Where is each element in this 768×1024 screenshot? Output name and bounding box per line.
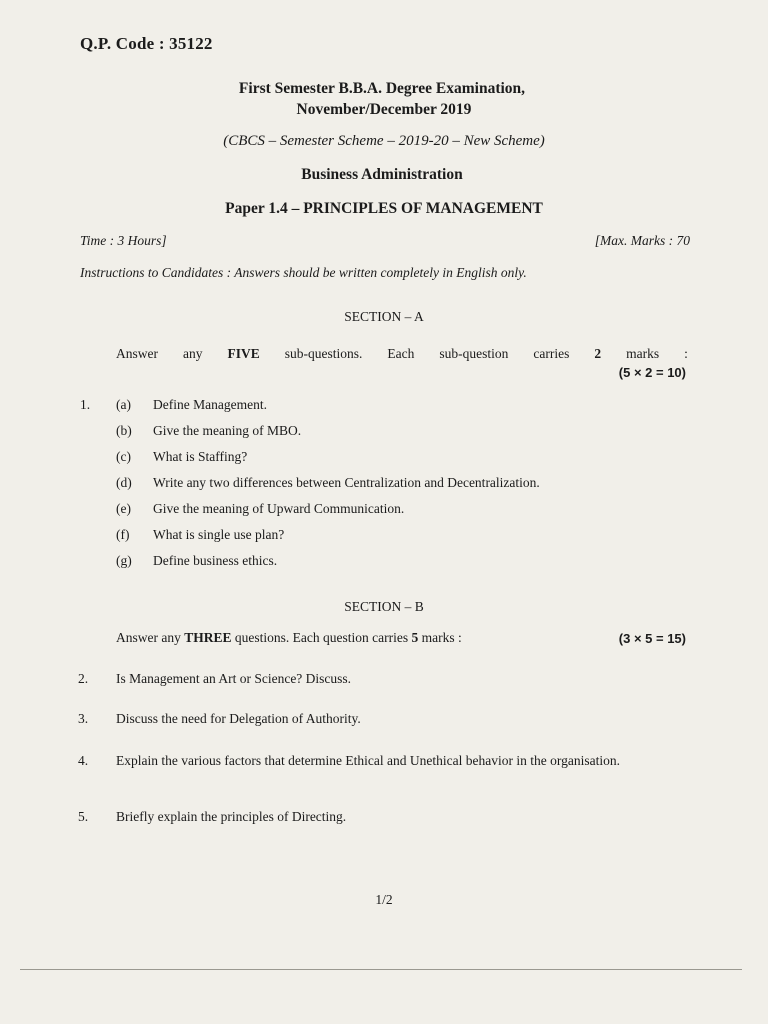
instr-part: THREE bbox=[184, 630, 232, 645]
page-number: 1/2 bbox=[375, 892, 393, 907]
instr-word: Answer bbox=[116, 346, 158, 361]
instr-word: sub-question bbox=[439, 346, 509, 361]
exam-title: First Semester B.B.A. Degree Examination, bbox=[238, 80, 526, 97]
subquestion-label: (d) bbox=[116, 475, 132, 490]
question-number: 3. bbox=[78, 711, 89, 726]
instr-part: 5 bbox=[411, 630, 419, 645]
candidate-instructions: Instructions to Candidates : Answers should be written completely in English only. bbox=[80, 265, 527, 280]
subquestion-label: (f) bbox=[116, 527, 130, 542]
instr-word: Each bbox=[387, 346, 415, 361]
instr-part: questions. Each question carries bbox=[231, 630, 412, 645]
instr-word: any bbox=[183, 346, 203, 361]
subquestion-label: (c) bbox=[116, 449, 131, 464]
instr-word: 2 bbox=[594, 346, 602, 361]
subquestion-text: Give the meaning of MBO. bbox=[153, 423, 302, 438]
subquestion-label: (a) bbox=[116, 397, 131, 412]
question-number: 2. bbox=[78, 671, 89, 686]
subquestion-text: Give the meaning of Upward Communication. bbox=[153, 501, 405, 516]
question-text: Explain the various factors that determine Ethical and Unethical behavior in the organisation. bbox=[116, 753, 620, 768]
instr-part: Answer any bbox=[116, 630, 185, 645]
instr-part: marks : bbox=[418, 630, 462, 645]
subquestion-text: Write any two differences between Centralization and Decentralization. bbox=[153, 475, 540, 490]
bottom-divider bbox=[20, 969, 742, 970]
subject-title: Business Administration bbox=[301, 166, 463, 183]
instr-word: marks bbox=[626, 346, 660, 361]
exam-duration: Time : 3 Hours] bbox=[80, 233, 167, 248]
question-number: 1. bbox=[80, 397, 91, 412]
exam-scheme: (CBCS – Semester Scheme – 2019-20 – New Scheme) bbox=[223, 133, 545, 149]
instr-word: carries bbox=[533, 346, 570, 361]
question-text: Discuss the need for Delegation of Authority. bbox=[116, 711, 361, 726]
subquestion-text: What is Staffing? bbox=[153, 449, 248, 464]
subquestion-text: What is single use plan? bbox=[153, 527, 285, 542]
paper-title: Paper 1.4 – PRINCIPLES OF MANAGEMENT bbox=[225, 200, 543, 217]
max-marks: [Max. Marks : 70 bbox=[594, 233, 690, 248]
section-a-title: SECTION – A bbox=[344, 309, 424, 324]
instr-word: sub-questions. bbox=[284, 346, 363, 361]
subquestion-label: (b) bbox=[116, 423, 132, 438]
section-a-instructions bbox=[116, 346, 688, 362]
question-text: Is Management an Art or Science? Discuss. bbox=[116, 671, 352, 686]
exam-date: November/December 2019 bbox=[296, 101, 472, 118]
subquestion-label: (g) bbox=[116, 553, 132, 568]
section-b-marks: (3 × 5 = 15) bbox=[618, 631, 686, 646]
section-b-title: SECTION – B bbox=[344, 599, 424, 614]
subquestion-label: (e) bbox=[116, 501, 131, 516]
question-number: 4. bbox=[78, 753, 89, 768]
subquestion-text: Define business ethics. bbox=[153, 553, 278, 568]
instr-word: FIVE bbox=[227, 346, 260, 361]
section-a-marks: (5 × 2 = 10) bbox=[618, 365, 686, 380]
section-b-instructions bbox=[116, 630, 462, 646]
subquestion-text: Define Management. bbox=[153, 397, 267, 412]
qp-code: Q.P. Code : 35122 bbox=[80, 34, 213, 53]
question-text: Briefly explain the principles of Directing. bbox=[116, 809, 347, 824]
instr-word: : bbox=[684, 346, 688, 361]
question-number: 5. bbox=[78, 809, 89, 824]
